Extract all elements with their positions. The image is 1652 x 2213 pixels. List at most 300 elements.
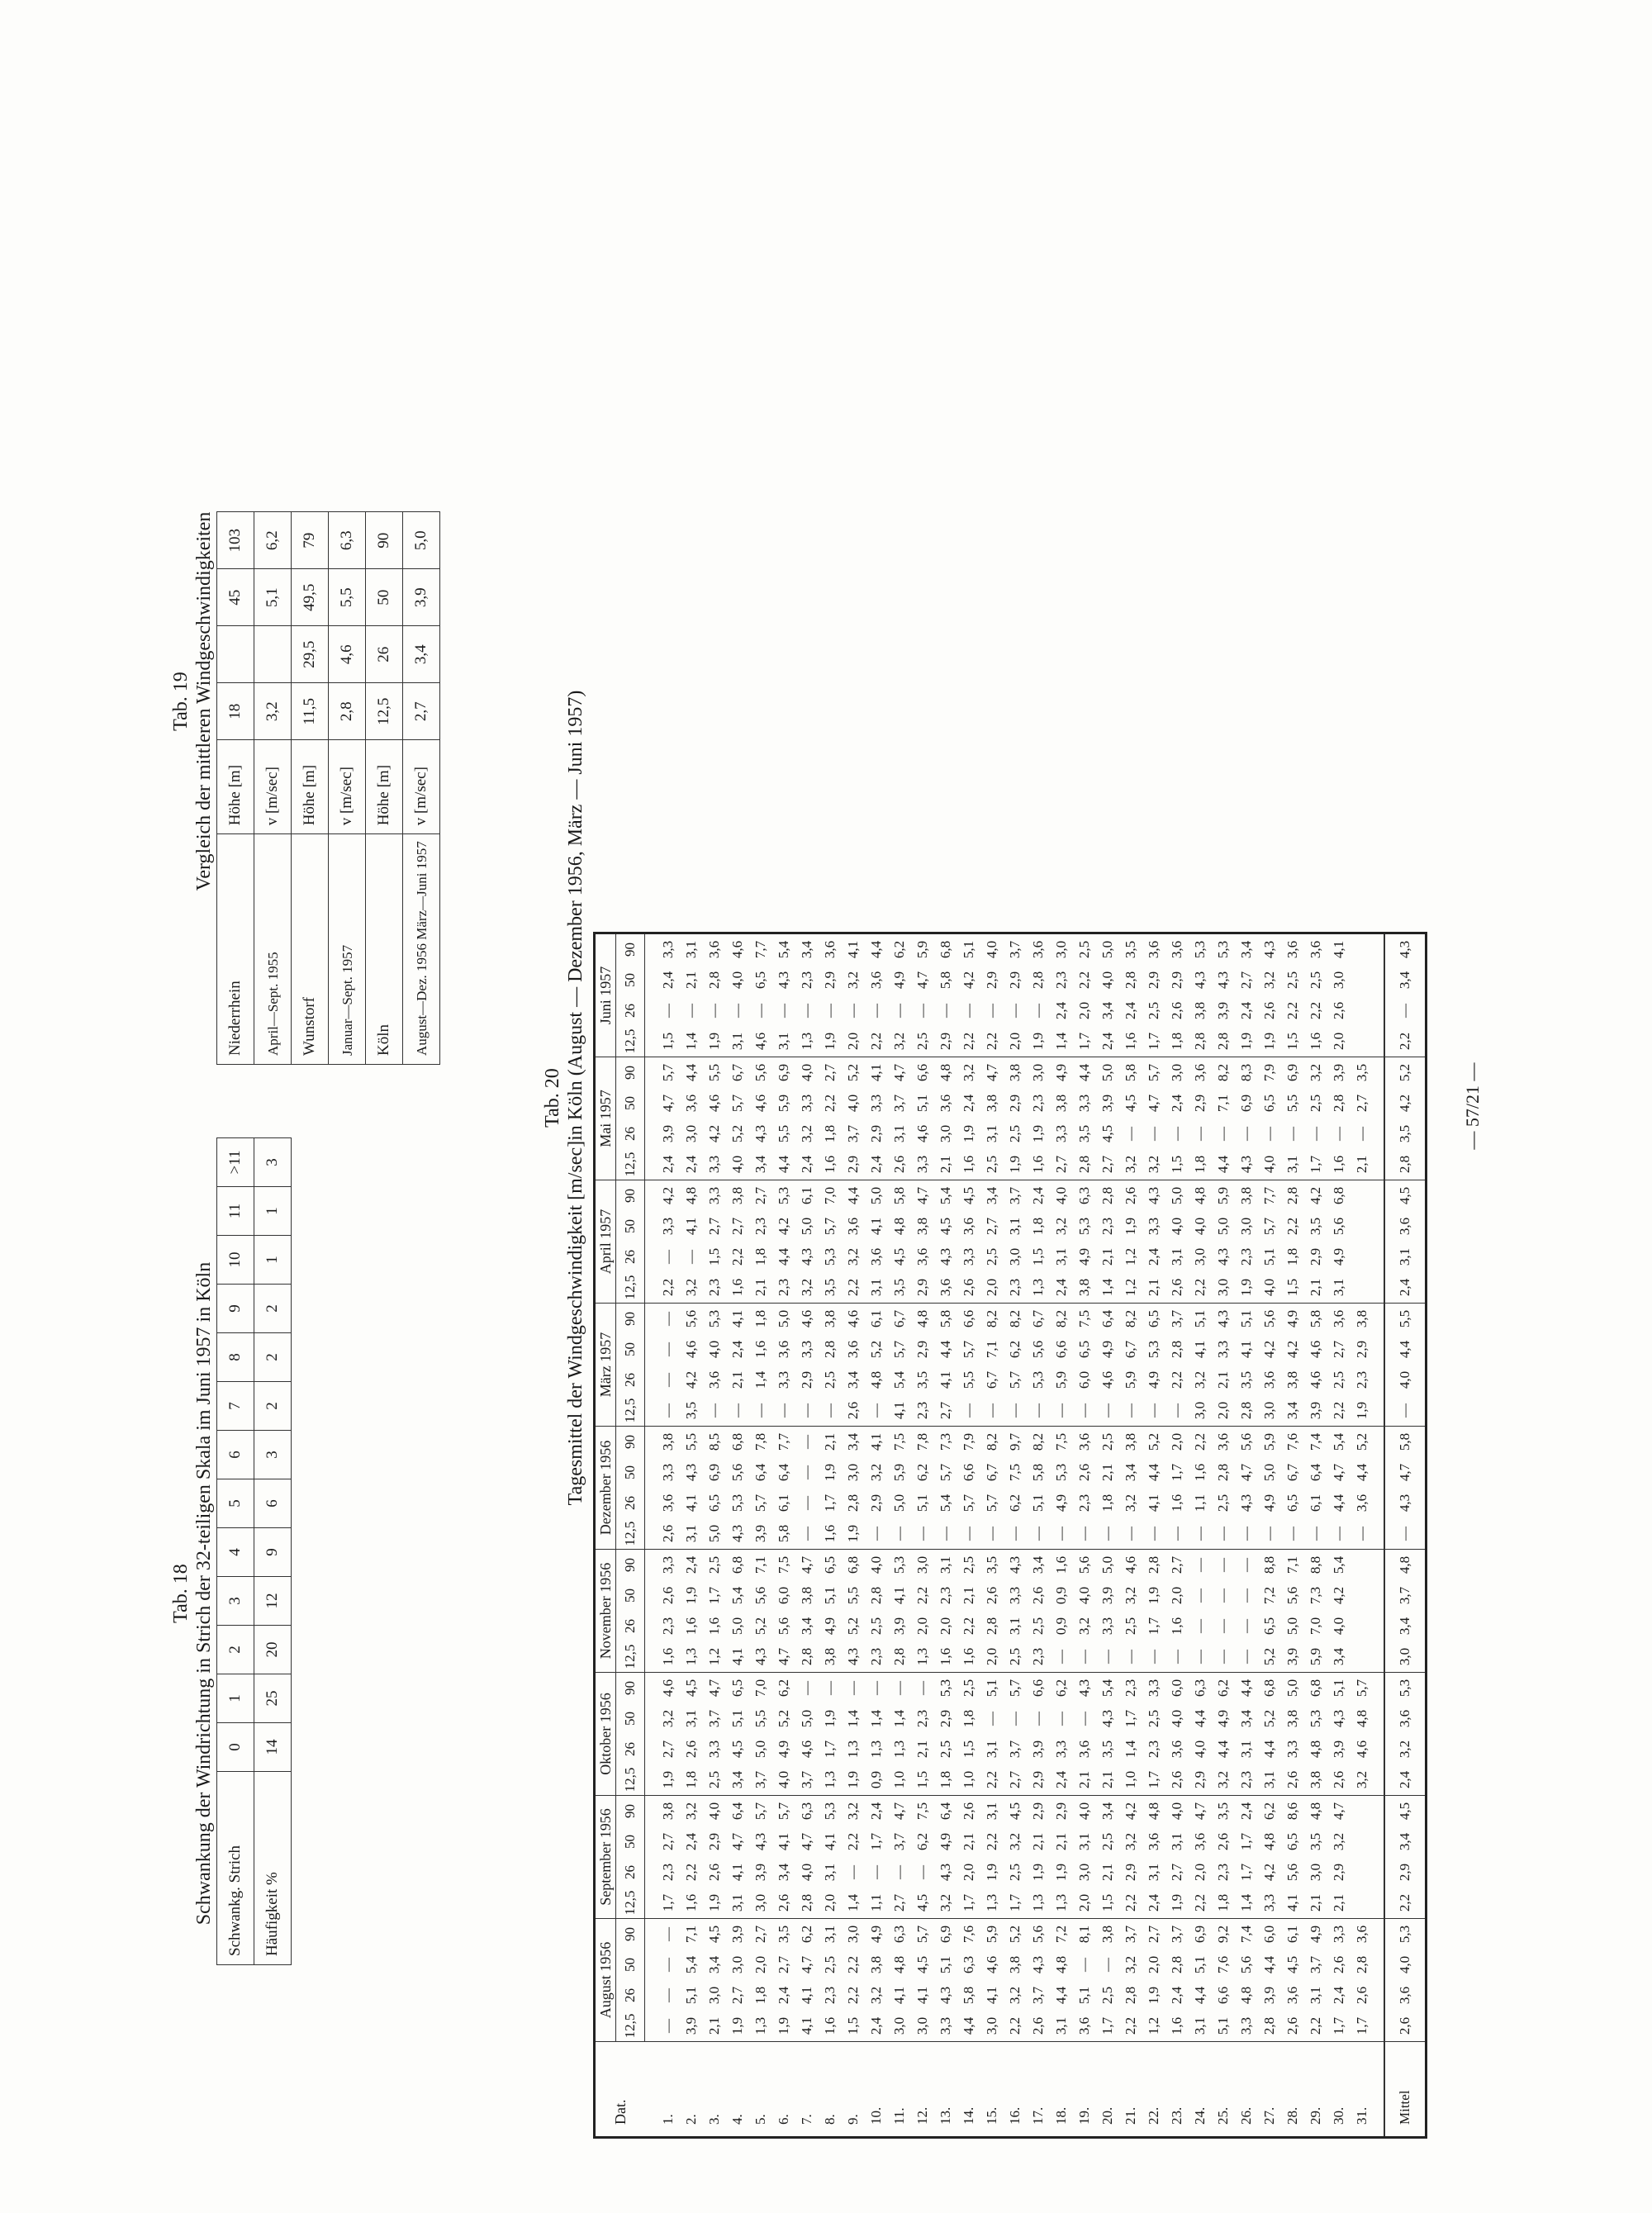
tab20-value-cell: — <box>1215 1127 1231 1141</box>
tab20-value-cell: 6,5 <box>822 1555 838 1574</box>
tab20-value-cell: 5,7 <box>822 1217 838 1236</box>
tab20-value-cell: 4,6 <box>1308 1340 1323 1359</box>
tab20-value-cell: 6,6 <box>961 1463 976 1482</box>
tab20-value-cell: 4,3 <box>749 1641 772 1673</box>
tab20-height-header: 50 <box>616 1088 645 1118</box>
tab20-value-cell: 3,0 <box>1212 1272 1235 1304</box>
tab20-value-cell: 3,3 <box>1284 1740 1300 1759</box>
tab18-haeufigkeit-cell: 3 <box>254 1138 292 1187</box>
tab20-value-cell: — <box>1354 1127 1370 1141</box>
tab20-body <box>645 933 1427 2138</box>
tab20-value-cell: 2,6 <box>1030 1586 1046 1605</box>
tab20-value-cell: — <box>980 1395 1004 1427</box>
tab20-value-cell: — <box>1238 1558 1254 1572</box>
tab20-value-cell: 2,8 <box>1030 971 1046 990</box>
tab20-height-header: 50 <box>616 1334 645 1365</box>
tab20-value-cell: — <box>1119 1518 1142 1550</box>
tab20-value-cell: 3,1 <box>1308 1986 1323 2005</box>
tab20-value-cell: — <box>1050 1641 1073 1673</box>
tab18-haeufigkeit-cell: 1 <box>254 1236 292 1285</box>
tab20-value-cell: 5,0 <box>1215 1217 1231 1236</box>
tab20-value-cell: 2,4 <box>868 1802 884 1821</box>
tab20-value-cell: 1,4 <box>845 1709 861 1728</box>
tab20-value-cell: 3,7 <box>891 1094 907 1113</box>
tab20-value-cell: 3,1 <box>1076 1832 1092 1851</box>
tab19-site: Köln <box>366 834 403 1065</box>
tab20-value-cell: 3,3 <box>1053 1124 1069 1143</box>
tab20-value-cell: 4,6 <box>683 1340 699 1359</box>
tab20-value-cell: 1,7 <box>1238 1832 1254 1851</box>
tab20-value-cell: 4,7 <box>914 1186 930 1205</box>
tab20-day-label: 31. <box>1351 2042 1384 2138</box>
tab20-value-cell: 2,5 <box>1215 1494 1231 1513</box>
tab20-value-cell: 1,5 <box>1165 1149 1189 1180</box>
tab20-value-cell: 3,9 <box>660 1124 676 1143</box>
tab20-value-cell: 3,0 <box>1169 1063 1184 1082</box>
tab20-value-cell: 1,6 <box>752 1340 768 1359</box>
tab20-value-cell: 3,5 <box>1099 1740 1115 1759</box>
tab20-value-cell: 6,8 <box>1308 1679 1323 1698</box>
tab20-value-cell: 3,0 <box>729 1955 745 1974</box>
tab20-day-label: 25. <box>1212 2042 1235 2138</box>
tab20-day-label: 10. <box>865 2042 888 2138</box>
tab19-speed-cell: 2,8 <box>329 683 366 740</box>
tab20-value-cell: 6,4 <box>752 1463 768 1482</box>
tab20-value-cell: 4,5 <box>891 1247 907 1266</box>
tab20-value-cell: 3,6 <box>961 1217 976 1236</box>
tab20-value-cell: 1,6 <box>1169 2016 1184 2035</box>
tab20-value-cell: — <box>1192 1589 1208 1603</box>
tab20-value-cell: 1,8 <box>1099 1494 1115 1513</box>
tab20-value-cell: 8,2 <box>1053 1309 1069 1328</box>
tab20-value-cell: 3,2 <box>845 971 861 990</box>
tab20-value-cell: 3,4 <box>845 1370 861 1389</box>
tab20-value-cell: 2,6 <box>645 1518 681 1550</box>
tab20-mittel-cell: 2,8 <box>1384 1149 1427 1180</box>
tab20-value-cell: 5,3 <box>1053 1463 1069 1482</box>
tab20-value-cell: 5,8 <box>1308 1309 1323 1328</box>
tab20-value-cell: 3,5 <box>1076 1124 1092 1143</box>
tab19-speed-label: v [m/sec] <box>403 740 440 834</box>
tab18-strich-cell: 1 <box>217 1674 254 1723</box>
tab20-height-header: 12,5 <box>616 1518 645 1550</box>
tab20-value-cell: 3,1 <box>1053 1247 1069 1266</box>
tab20-value-cell <box>1351 933 1384 966</box>
tab20-value-cell: 7,1 <box>752 1555 768 1574</box>
tab20-value-cell: 2,8 <box>1123 1986 1138 2005</box>
tab20-value-cell: 2,0 <box>752 1955 768 1974</box>
tab20-value-cell: 3,4 <box>1030 1555 1046 1574</box>
tab20-value-cell: 6,5 <box>706 1494 722 1513</box>
tab20-value-cell: 4,1 <box>888 1395 911 1427</box>
tab18-row-haeufigkeit <box>254 1138 292 1965</box>
tab20-value-cell: 1,9 <box>822 1463 838 1482</box>
tab20-value-cell: 2,6 <box>1123 1186 1138 1205</box>
tab19-height-cell: 79 <box>292 512 329 569</box>
tab20-heading <box>541 57 588 2139</box>
tab20-value-cell: 4,9 <box>1284 1309 1300 1328</box>
tab20-value-cell: 1,5 <box>1281 1272 1304 1304</box>
tab20-value-cell: 3,2 <box>1123 1586 1138 1605</box>
tab20-value-cell: 4,8 <box>868 1370 884 1389</box>
tab20-value-cell: 2,0 <box>1212 1395 1235 1427</box>
tab20-value-cell: — <box>891 1865 907 1879</box>
tab20-value-cell: 4,5 <box>1099 1124 1115 1143</box>
tab20-value-cell: 6,1 <box>868 1309 884 1328</box>
tab20-value-cell: 2,5 <box>984 1247 999 1266</box>
tab20-value-cell: 2,4 <box>1053 1001 1069 1020</box>
tab20-value-cell: 4,3 <box>752 1124 768 1143</box>
tab20-value-cell: 3,5 <box>1123 940 1138 959</box>
tab20-value-cell: 1,6 <box>726 1272 749 1304</box>
tab20-value-cell: 2,7 <box>822 1063 838 1082</box>
tab20-value-cell: 2,6 <box>957 1272 980 1304</box>
tab20-value-cell: 4,7 <box>1146 1094 1161 1113</box>
tab20-value-cell: 6,1 <box>799 1186 814 1205</box>
tab20-value-cell: 9,7 <box>1007 1432 1023 1451</box>
tab20-value-cell: 2,3 <box>865 1641 888 1673</box>
tab20-value-cell: 1,8 <box>1284 1247 1300 1266</box>
tab20-value-cell: 7,2 <box>1053 1925 1069 1944</box>
tab20-value-cell: 4,6 <box>706 1094 722 1113</box>
tab20-value-cell: 8,6 <box>1284 1802 1300 1821</box>
tab20-value-cell: — <box>934 1518 957 1550</box>
tab20-value-cell: 7,5 <box>1053 1432 1069 1451</box>
tab20-value-cell: 3,8 <box>822 1309 838 1328</box>
tab20-value-cell: 3,2 <box>799 1124 814 1143</box>
tab20-value-cell: 2,6 <box>1354 1986 1370 2005</box>
tab20-value-cell: 1,5 <box>645 1026 681 1057</box>
tab20-value-cell: 6,2 <box>799 1925 814 1944</box>
tab20-value-cell: 7,0 <box>752 1679 768 1698</box>
tab20-value-cell: 1,5 <box>1281 1026 1304 1057</box>
tab20-value-cell: 3,6 <box>1354 1494 1370 1513</box>
tab20-value-cell: 4,2 <box>706 1124 722 1143</box>
tab20-value-cell: 6,5 <box>1284 1832 1300 1851</box>
tab20-value-cell: 1,6 <box>1119 1026 1142 1057</box>
tab20-value-cell: 2,5 <box>822 1955 838 1974</box>
tab20-value-cell: 3,6 <box>1284 1986 1300 2005</box>
tab20-value-cell: 2,9 <box>868 1124 884 1143</box>
tab20-value-cell: 1,4 <box>1050 1026 1073 1057</box>
tab20-value-cell: 4,5 <box>914 1955 930 1974</box>
tab20-value-cell: — <box>1238 1127 1254 1141</box>
tab20-height-header: 50 <box>616 1826 645 1857</box>
tab20-value-cell: 1,9 <box>984 1863 999 1882</box>
tab20-value-cell: 6,4 <box>1308 1463 1323 1482</box>
tab20-value-cell: 2,8 <box>1169 1955 1184 1974</box>
tab20-value-cell: 6,2 <box>1007 1494 1023 1513</box>
tab20-value-cell: 5,7 <box>752 1802 768 1821</box>
tab20-value-cell: 4,3 <box>1215 971 1231 990</box>
tab20-value-cell: 6,3 <box>799 1802 814 1821</box>
tab20-value-cell: 3,1 <box>938 1555 953 1574</box>
tab20-title: Tagesmittel der Windgeschwindigkeit [m/sec]in Köln (August — Dezember 1956, März — Juni 1957) <box>565 690 587 1506</box>
tab20-value-cell: 2,6 <box>1169 1001 1184 1020</box>
tab20-value-cell: 3,1 <box>1053 2016 1069 2035</box>
tab20-value-cell: 4,4 <box>776 1247 791 1266</box>
tab20-value-cell: 2,1 <box>1099 1247 1115 1266</box>
tab20-value-cell: 4,7 <box>729 1832 745 1851</box>
tab20-value-cell: 3,0 <box>845 1925 861 1944</box>
tab20-mittel-row <box>1384 933 1427 2138</box>
tab19-speed-cell: 4,6 <box>329 626 366 683</box>
tab20-day-row <box>680 933 703 2138</box>
tab19-speed-cell <box>254 626 292 683</box>
tab20-height-header: 50 <box>616 1457 645 1488</box>
tab20-value-cell: 3,3 <box>1258 1888 1281 1919</box>
tab20-height-header: 12,5 <box>616 2011 645 2042</box>
tab20-value-cell: 5,9 <box>1123 1370 1138 1389</box>
tab20-value-cell: 1,6 <box>1053 1555 1069 1574</box>
tab20-value-cell: 3,6 <box>1215 1432 1231 1451</box>
tab20-value-cell: 4,1 <box>1146 1494 1161 1513</box>
tab20-value-cell: 3,0 <box>914 1555 930 1574</box>
tab20-value-cell: — <box>1096 1641 1119 1673</box>
tab20-mittel-cell: 4,7 <box>1384 1457 1427 1488</box>
tab20-mittel-cell: 3,7 <box>1384 1580 1427 1611</box>
tab20-value-cell: 6,8 <box>845 1555 861 1574</box>
tab18-heading <box>169 999 216 2188</box>
tab20-day-row <box>1142 933 1165 2138</box>
tab20-value-cell: 3,4 <box>799 1617 814 1636</box>
tab20-value-cell: 1,6 <box>934 1641 957 1673</box>
tab20-value-cell: — <box>984 1712 999 1726</box>
tab20-value-cell: — <box>1099 1958 1115 1972</box>
tab20-value-cell: 2,6 <box>1284 2016 1300 2035</box>
tab20-value-cell: — <box>683 1004 699 1018</box>
tab20-value-cell: — <box>1351 1518 1384 1550</box>
tab20-height-header: 90 <box>616 1180 645 1212</box>
tab20-value-cell: 4,3 <box>938 1863 953 1882</box>
tab20-value-cell: 3,2 <box>1123 1955 1138 1974</box>
tab20-value-cell: 3,7 <box>1030 1986 1046 2005</box>
tab20-value-cell: 5,4 <box>938 1494 953 1513</box>
tab20-value-cell: 3,3 <box>911 1149 934 1180</box>
tab20-value-cell: — <box>660 1373 676 1387</box>
tab20-value-cell: 4,4 <box>1354 1463 1370 1482</box>
tab20-day-label: 24. <box>1189 2042 1212 2138</box>
tab20-value-cell: 5,6 <box>683 1309 699 1328</box>
tab20-value-cell <box>1351 965 1384 995</box>
tab20-value-cell: 0,9 <box>1053 1617 1069 1636</box>
tab20-value-cell: 5,6 <box>1030 1340 1046 1359</box>
tab20-mittel-cell: — <box>1384 1395 1427 1427</box>
tab19-height-cell: 18 <box>217 683 254 740</box>
tab20-mittel-cell: — <box>1384 995 1427 1026</box>
tab20-value-cell: 1,8 <box>680 1764 703 1796</box>
tab20-value-cell: 4,7 <box>984 1063 999 1082</box>
tab20-value-cell: 4,1 <box>726 1641 749 1673</box>
tab20-value-cell: 2,0 <box>1169 1586 1184 1605</box>
tab20-value-cell: — <box>1096 1395 1119 1427</box>
tab20-value-cell: 2,1 <box>822 1432 838 1451</box>
tab20-value-cell: 2,3 <box>799 971 814 990</box>
tab20-value-cell: 3,5 <box>888 1272 911 1304</box>
tab20-value-cell: 4,5 <box>706 1925 722 1944</box>
tab20-value-cell: 3,2 <box>1123 1494 1138 1513</box>
tab20-value-cell: — <box>726 1395 749 1427</box>
tab20-value-cell: 3,3 <box>660 1217 676 1236</box>
tab20-value-cell: — <box>799 1435 814 1449</box>
tab20-value-cell: 5,1 <box>1261 1247 1277 1266</box>
tab20-value-cell: 3,7 <box>1123 1925 1138 1944</box>
tab20-value-cell: 3,1 <box>683 940 699 959</box>
tab20-value-cell: 2,1 <box>1053 1832 1069 1851</box>
tab20-value-cell: 4,5 <box>1284 1955 1300 1974</box>
tab20-value-cell: 2,0 <box>1192 1863 1208 1882</box>
tab20-value-cell: — <box>1165 1395 1189 1427</box>
tab20-value-cell: 5,7 <box>961 1494 976 1513</box>
tab20-value-cell: 2,2 <box>1119 1888 1142 1919</box>
tab20-value-cell: 1,4 <box>1235 1888 1258 1919</box>
tab20-value-cell: 3,1 <box>822 1863 838 1882</box>
tab20-value-cell: 3,8 <box>1284 1370 1300 1389</box>
tab19-height-cell: 49,5 <box>292 569 329 626</box>
tab20-value-cell: 1,9 <box>703 1888 726 1919</box>
tab20-value-cell: 3,8 <box>1007 1063 1023 1082</box>
tab20-value-cell: 2,9 <box>914 1340 930 1359</box>
tab20-value-cell: — <box>1281 1518 1304 1550</box>
tab20-value-cell: 3,9 <box>1099 1094 1115 1113</box>
tab20-value-cell: 2,5 <box>1007 1863 1023 1882</box>
tab20-value-cell: 5,0 <box>1169 1186 1184 1205</box>
tab20-value-cell: 3,3 <box>706 1186 722 1205</box>
tab20-month-row <box>595 933 616 2138</box>
tab20-value-cell: 6,0 <box>776 1586 791 1605</box>
tab20-value-cell: 1,2 <box>1123 1247 1138 1266</box>
tab20-value-cell: 5,1 <box>1192 1955 1208 1974</box>
tab20-value-cell: 5,2 <box>868 1340 884 1359</box>
tab20-value-cell: 7,6 <box>961 1925 976 1944</box>
tab20-value-cell: 7,9 <box>961 1432 976 1451</box>
tab20-value-cell: 4,4 <box>1331 1494 1346 1513</box>
tab20-value-cell: 6,0 <box>1169 1679 1184 1698</box>
tab20-mittel-cell: 4,4 <box>1384 1334 1427 1365</box>
tab20-height-header: 26 <box>616 995 645 1026</box>
tab20-value-cell: 1,9 <box>1165 1888 1189 1919</box>
tab20-value-cell: 7,6 <box>1284 1432 1300 1451</box>
tab20-value-cell: 1,9 <box>1258 1026 1281 1057</box>
tab20-value-cell: 3,2 <box>1053 1217 1069 1236</box>
tab20-value-cell: 3,2 <box>683 1802 699 1821</box>
tab20-value-cell: 2,4 <box>1096 1026 1119 1057</box>
tab20-value-cell: 1,3 <box>819 1764 842 1796</box>
tab20-value-cell: 4,0 <box>799 1063 814 1082</box>
tab20-value-cell: — <box>914 1681 930 1695</box>
tab20-value-cell: 3,2 <box>680 1272 703 1304</box>
tab20-value-cell: — <box>914 1004 930 1018</box>
tab20-value-cell: 3,6 <box>1076 2016 1092 2035</box>
tab20-value-cell <box>1351 1550 1384 1581</box>
tab20-value-cell: 4,1 <box>729 1863 745 1882</box>
tab20-day-label: 26. <box>1235 2042 1258 2138</box>
tab20-value-cell: 8,2 <box>984 1432 999 1451</box>
tab20-value-cell: 3,3 <box>660 1463 676 1482</box>
tab20-value-cell: 4,7 <box>772 1641 795 1673</box>
tab20-value-cell: 4,0 <box>1258 1272 1281 1304</box>
tab20-value-cell: 2,6 <box>1281 1764 1304 1796</box>
tab20-value-cell: — <box>980 1518 1004 1550</box>
tab20-value-cell: 1,7 <box>1004 1888 1027 1919</box>
tab20-height-header: 26 <box>616 1980 645 2011</box>
tab20-value-cell: 3,4 <box>1238 940 1254 959</box>
tab20-value-cell: 1,3 <box>1027 1272 1050 1304</box>
tab19-height-cell: 45 <box>217 569 254 626</box>
tab20-mittel-cell: 3,6 <box>1384 1211 1427 1242</box>
tab20-value-cell: 3,1 <box>680 1518 703 1550</box>
tab20-value-cell: 2,7 <box>752 1186 768 1205</box>
tab20-value-cell: — <box>752 1004 768 1018</box>
tab20-value-cell: 3,7 <box>749 1764 772 1796</box>
tab20-value-cell: 5,0 <box>1099 1555 1115 1574</box>
tab20-value-cell: 5,9 <box>776 1094 791 1113</box>
tab20-value-cell: 3,8 <box>984 1094 999 1113</box>
tab20-value-cell: 2,8 <box>706 971 722 990</box>
tab18-row-strich <box>217 1138 254 1965</box>
tab18-haeufigkeit-cell: 25 <box>254 1674 292 1723</box>
tab20-value-cell: 4,6 <box>752 1094 768 1113</box>
tab20-value-cell: 1,7 <box>822 1494 838 1513</box>
tab18-strich-cell: >11 <box>217 1138 254 1187</box>
tab20-value-cell: 5,6 <box>1238 1432 1254 1451</box>
tab20-value-cell: 5,2 <box>1261 1709 1277 1728</box>
tab20-value-cell: 4,1 <box>1238 1340 1254 1359</box>
tab20-value-cell: 4,2 <box>683 1370 699 1389</box>
tab20-month-header: Mai 1957 <box>595 1057 616 1180</box>
tab20-value-cell: 4,7 <box>1238 1463 1254 1482</box>
tab18-haeufigkeit-cell: 9 <box>254 1528 292 1577</box>
tab20-value-cell: 4,1 <box>799 2016 814 2035</box>
tab20-value-cell: 4,4 <box>1076 1063 1092 1082</box>
tab19-height-cell <box>217 626 254 683</box>
tab20-mittel-cell: 4,5 <box>1384 1796 1427 1827</box>
tab19-period: April—Sept. 1955 <box>254 834 292 1065</box>
tab20-value-cell: 2,7 <box>934 1395 957 1427</box>
tab19-speed-cell: 6,2 <box>254 512 292 569</box>
tab20-dat-label: Dat. <box>595 2042 645 2138</box>
tab20-mittel-cell: 2,9 <box>1384 1857 1427 1888</box>
tab20-value-cell: 4,5 <box>961 1186 976 1205</box>
tab20-value-cell: 4,1 <box>1331 940 1346 959</box>
tab20-value-cell: 4,3 <box>799 1247 814 1266</box>
tab20-value-cell: 6,8 <box>938 940 953 959</box>
tab20-value-cell: 2,8 <box>1169 1340 1184 1359</box>
tab20-value-cell: — <box>1192 1127 1208 1141</box>
tab20-value-cell: 1,2 <box>1119 1272 1142 1304</box>
tab20-value-cell: 3,3 <box>1215 1340 1231 1359</box>
tab20-value-cell: 5,1 <box>1076 1986 1092 2005</box>
tab20-value-cell: 3,9 <box>1215 1001 1231 1020</box>
tab20-value-cell: 1,9 <box>1146 1586 1161 1605</box>
tab20-value-cell: 3,9 <box>1099 1586 1115 1605</box>
tab20-value-cell: 4,0 <box>1053 1186 1069 1205</box>
tab20-value-cell <box>1351 1796 1384 1827</box>
tab20-value-cell: 3,9 <box>729 1925 745 1944</box>
tab20-mittel-cell: 3,0 <box>1384 1641 1427 1673</box>
tab20-value-cell: 4,5 <box>938 1217 953 1236</box>
tab20-value-cell: 6,5 <box>1284 1494 1300 1513</box>
tab18-haeufigkeit-cell: 3 <box>254 1431 292 1479</box>
tab20-value-cell: 7,7 <box>776 1432 791 1451</box>
tab20-day-label: 27. <box>1258 2042 1281 2138</box>
tab20-value-cell: 3,4 <box>1281 1395 1304 1427</box>
tab20-value-cell: 3,2 <box>1351 1764 1384 1796</box>
tab20-value-cell: 4,9 <box>1331 1247 1346 1266</box>
tab20-value-cell: 1,9 <box>822 1709 838 1728</box>
tab20-value-cell: 3,6 <box>822 940 838 959</box>
tab20-value-cell: 3,6 <box>1146 1832 1161 1851</box>
